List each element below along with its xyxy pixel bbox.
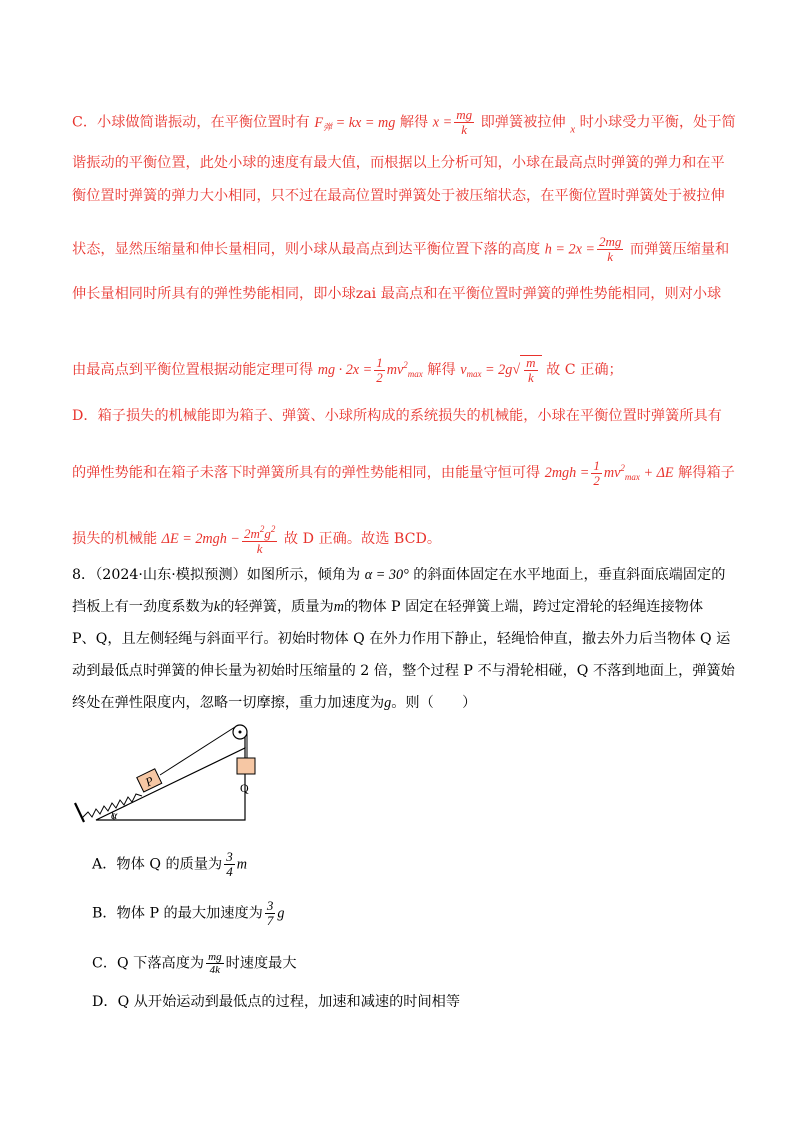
formula-delta-e: ΔE = 2mgh −: [161, 531, 240, 547]
var-k: k: [213, 599, 221, 615]
question-8-line-2: [72, 597, 703, 617]
pulley-axle: [239, 731, 242, 734]
explanation-c-line-4: [72, 235, 729, 264]
text: 故 C 正确；: [546, 362, 623, 378]
text: 损失的机械能: [72, 531, 158, 547]
text: B．物体 P 的最大加速度为: [92, 905, 263, 922]
sqrt-m-over-k: √ $\frac{m}{k}$: [512, 355, 541, 385]
fraction-mg-over-k: $\frac{mg}{k}$: [456, 107, 473, 137]
option-c[interactable]: [92, 951, 297, 976]
text: 的斜面体固定在水平地面上，垂直斜面底端固定的: [413, 567, 726, 583]
explanation-d-line-1: D．箱子损失的机械能即为箱子、弹簧、小球所构成的系统损失的机械能，小球在平衡位置时弹簧所具有: [72, 408, 722, 424]
question-8-line-4: 动到最低点时弹簧的伸长量为初始时压缩量的 2 倍，整个过程 P 不与滑轮相碰，Q 不落到地面上，弹簧始: [72, 663, 735, 679]
text: 状态，显然压缩量和伸长量相同，则小球从最高点到达平衡位置下落的高度: [72, 241, 541, 258]
text: 挡板上有一劲度系数为: [72, 599, 214, 615]
incline-figure: [70, 718, 260, 830]
rope-left: [160, 727, 235, 775]
explanation-c-line-2: 谐振动的平衡位置，此处小球的速度有最大值，而根据以上分析可知，小球在最高点时弹簧的弹力和在平: [72, 155, 725, 171]
var-m: m: [333, 599, 344, 615]
label-q: Q: [240, 781, 249, 795]
text: 解得: [399, 114, 429, 131]
text: 而弹簧压缩量和: [629, 241, 730, 258]
fraction-one-half: $\frac{1}{2}$: [593, 457, 600, 488]
text: 8．（2024·山东·模拟预测）如图所示，倾角为: [72, 567, 361, 583]
label-alpha: α: [111, 808, 118, 822]
explanation-d-line-2: [72, 458, 735, 488]
formula-energy: mg · 2x =: [317, 362, 373, 378]
formula-alpha-30: α = 30°: [364, 567, 409, 583]
fraction-2m2g2-over-k: $\frac{2m^2g^2}{k}$: [243, 524, 276, 556]
fraction-3-over-4: $\frac{3}{4}$: [226, 849, 233, 879]
option-a[interactable]: [92, 850, 247, 879]
text: C．小球做简谐振动，在平衡位置时有: [72, 114, 310, 131]
text: 时速度最大: [225, 955, 297, 972]
question-8-line-3: P、Q，且左侧轻绳与斜面平行。初始时物体 Q 在外力作用下静止，轻绳恰伸直，撤去外力后当物体 Q 运: [72, 631, 731, 647]
explanation-c-line-6: [72, 355, 623, 385]
question-8-line-1: [72, 565, 725, 585]
var-x: x: [570, 123, 576, 136]
baffle-plate: [75, 803, 84, 822]
text: C．Q 下落高度为: [92, 955, 205, 972]
label-p: P: [143, 773, 156, 790]
formula-force-balance: $F_弹$ = kx = mg: [314, 114, 396, 132]
block-q: [237, 758, 255, 774]
fraction-2mg-over-k: $\frac{2mg}{k}$: [599, 234, 622, 264]
text: A．物体 Q 的质量为: [92, 856, 223, 873]
var-m: m: [236, 856, 247, 873]
formula-x: x =: [432, 114, 453, 131]
explanation-c-line-3: 衡位置时弹簧的弹力大小相同，只不过在最高位置时弹簧处于被压缩状态，在平衡位置时弹簧处于被拉伸: [72, 188, 725, 204]
formula-energy-conservation: 2mgh =: [544, 465, 590, 481]
fraction-mg-over-4k: $\frac{mg}{4k}$: [208, 951, 222, 976]
block-p: [137, 769, 162, 792]
var-g: g: [277, 905, 285, 922]
formula-kinetic: $mv^2_{max}$: [386, 360, 423, 379]
text: 故 D 正确。故选 BCD。: [283, 531, 442, 547]
text: 。则（ ）: [391, 695, 477, 711]
formula-h: h = 2x =: [544, 241, 595, 258]
text: 的轻弹簧，质量为: [220, 599, 334, 615]
option-b[interactable]: [92, 899, 284, 928]
text: 时小球受力平衡，处于简: [579, 114, 736, 131]
var-g: g: [384, 695, 392, 711]
text: 解得箱子: [678, 465, 735, 481]
fraction-3-over-7: $\frac{3}{7}$: [266, 898, 274, 928]
explanation-c-line-5: 伸长量相同时所具有的弹性势能相同，即小球zai 最高点和在平衡位置时弹簧的弹性势能相同，则对小球: [72, 286, 722, 302]
text: 由最高点到平衡位置根据动能定理可得: [72, 362, 314, 378]
text: 的物体 P 固定在轻弹簧上端，跨过定滑轮的轻绳连接物体: [343, 599, 704, 615]
option-d[interactable]: D．Q 从开始运动到最低点的过程，加速和减速的时间相等: [92, 994, 461, 1010]
formula-kinetic-delta: $mv^2_{max} + \Delta E$: [603, 463, 674, 482]
incline: [96, 748, 245, 820]
text: 即弹簧被拉伸: [480, 114, 566, 131]
explanation-c-line-1: [72, 108, 736, 140]
text: 解得: [427, 362, 456, 378]
question-8-line-5: [72, 693, 476, 713]
text: 的弹性势能和在箱子未落下时弹簧所具有的弹性势能相同，由能量守恒可得: [72, 465, 541, 481]
explanation-d-line-3: [72, 522, 441, 556]
formula-vmax: $v_{max} = 2g$: [460, 362, 513, 379]
fraction-one-half: $\frac{1}{2}$: [376, 354, 383, 385]
text: 终处在弹性限度内，忽略一切摩擦，重力加速度为: [72, 695, 385, 711]
